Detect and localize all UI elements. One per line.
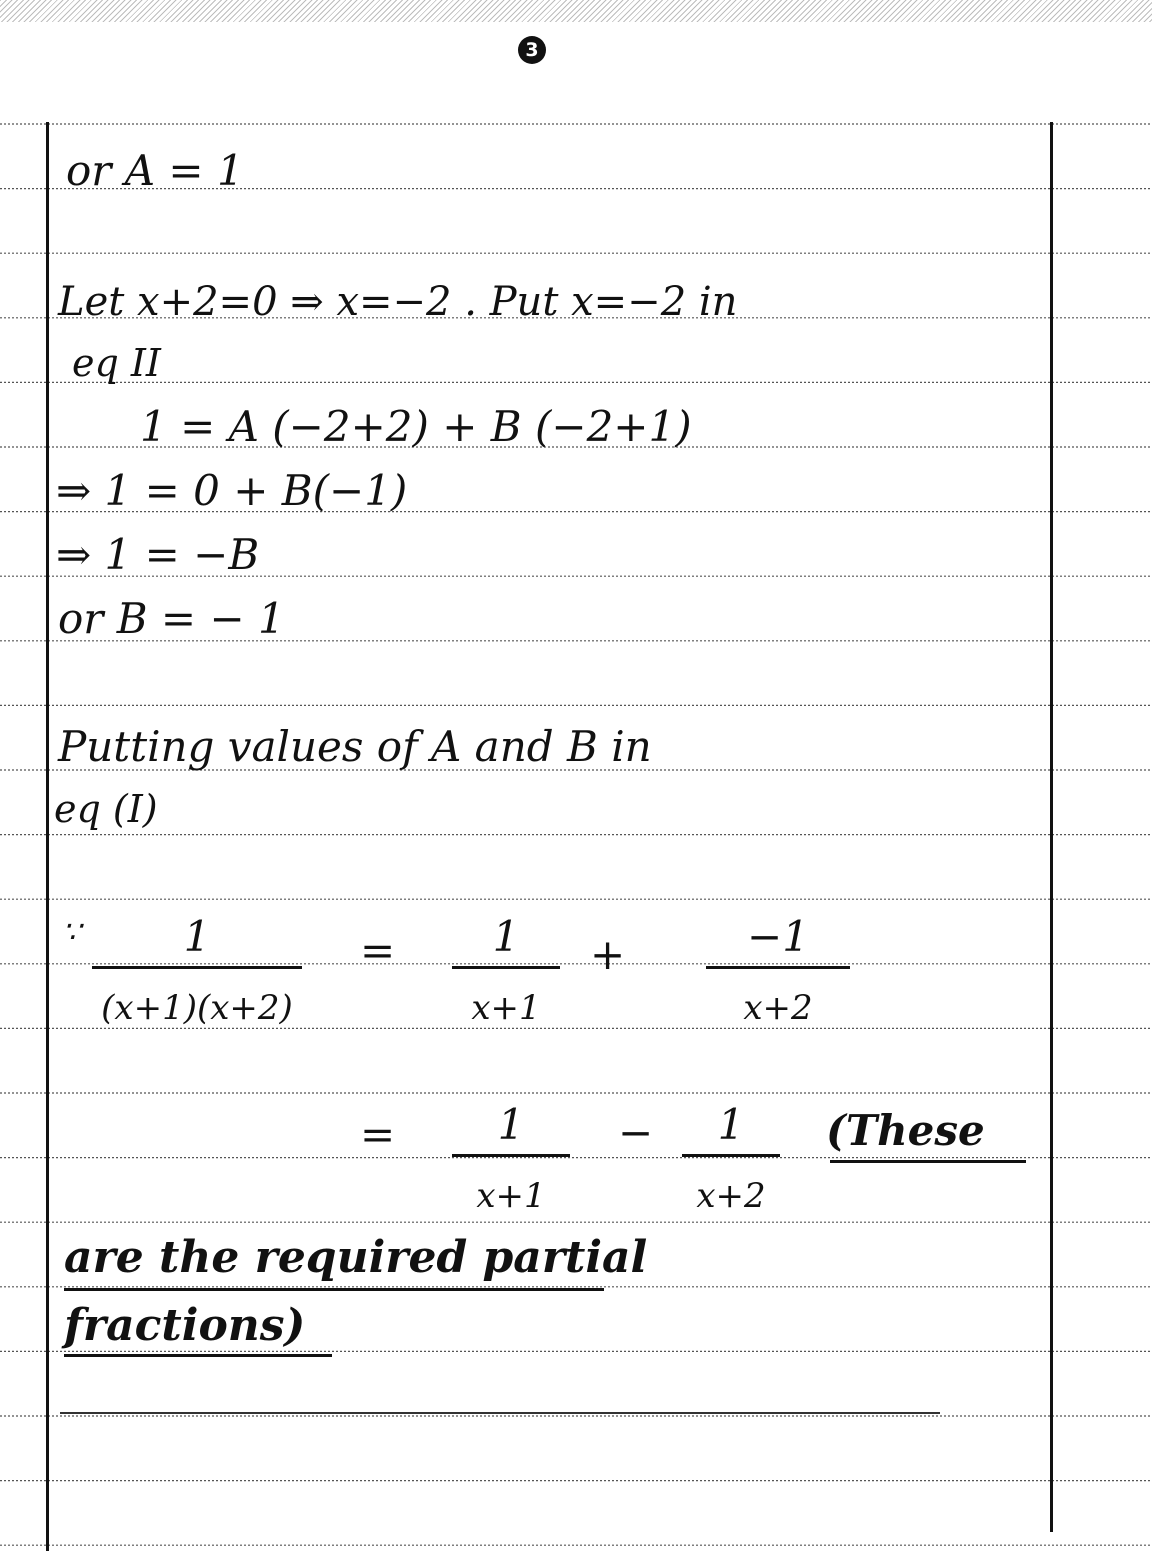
equation1-term1-bar xyxy=(452,966,560,969)
step-two: ⇒ 1 = −B xyxy=(56,530,260,579)
equation1-term2-bar xyxy=(706,966,850,969)
eq2-reference: eq II xyxy=(72,341,161,385)
equation2-term1 xyxy=(452,1100,570,1216)
therefore-symbol: ∵ xyxy=(62,915,82,950)
lhs-numerator: 1 xyxy=(183,912,211,961)
equation2-equals: = xyxy=(360,1110,396,1159)
equation2-term1-numerator: 1 xyxy=(497,1100,525,1149)
equation2-term2-denominator: x+2 xyxy=(696,1176,766,1216)
end-rule xyxy=(60,1412,940,1414)
page-number-badge: 3 xyxy=(518,36,546,64)
conclusion-line-two: fractions) xyxy=(64,1300,306,1351)
a-result-line: or A = 1 xyxy=(66,146,244,195)
equation1-term2-numerator: −1 xyxy=(747,912,809,961)
b-result-line: or B = − 1 xyxy=(58,594,285,643)
equation2-term2-bar xyxy=(682,1154,780,1157)
conclusion-underline-one xyxy=(64,1288,604,1291)
equation2-term1-bar xyxy=(452,1154,570,1157)
right-margin-line xyxy=(1050,122,1053,1532)
equation1-term2 xyxy=(706,912,850,1028)
equation1-term1-denominator: x+1 xyxy=(471,988,541,1028)
equation1-plus: + xyxy=(590,930,626,979)
equation2-term2-numerator: 1 xyxy=(717,1100,745,1149)
lhs-fraction xyxy=(92,912,302,1028)
substitution-equation: 1 = A (−2+2) + B (−2+1) xyxy=(140,402,692,451)
eq1-reference: eq (I) xyxy=(54,787,158,831)
equation1-term1 xyxy=(452,912,560,1028)
let-line: Let x+2=0 ⇒ x=−2 . Put x=−2 in xyxy=(58,279,738,325)
equation1-equals: = xyxy=(360,926,396,975)
step-one: ⇒ 1 = 0 + B(−1) xyxy=(56,466,408,515)
left-margin-line xyxy=(46,122,49,1551)
equation2-term2 xyxy=(682,1100,780,1216)
equation1-term2-denominator: x+2 xyxy=(743,988,813,1028)
lhs-fraction-bar xyxy=(92,966,302,969)
note-start-underline xyxy=(830,1160,1026,1163)
equation1-term1-numerator: 1 xyxy=(492,912,520,961)
equation2-minus: − xyxy=(618,1108,654,1157)
equation2-term1-denominator: x+1 xyxy=(476,1176,546,1216)
conclusion-line-one: are the required partial xyxy=(64,1232,648,1283)
putting-values-line: Putting values of A and B in xyxy=(58,722,652,771)
conclusion-underline-two xyxy=(64,1354,332,1357)
lhs-denominator: (x+1)(x+2) xyxy=(101,988,293,1028)
note-start: (These xyxy=(826,1106,985,1155)
